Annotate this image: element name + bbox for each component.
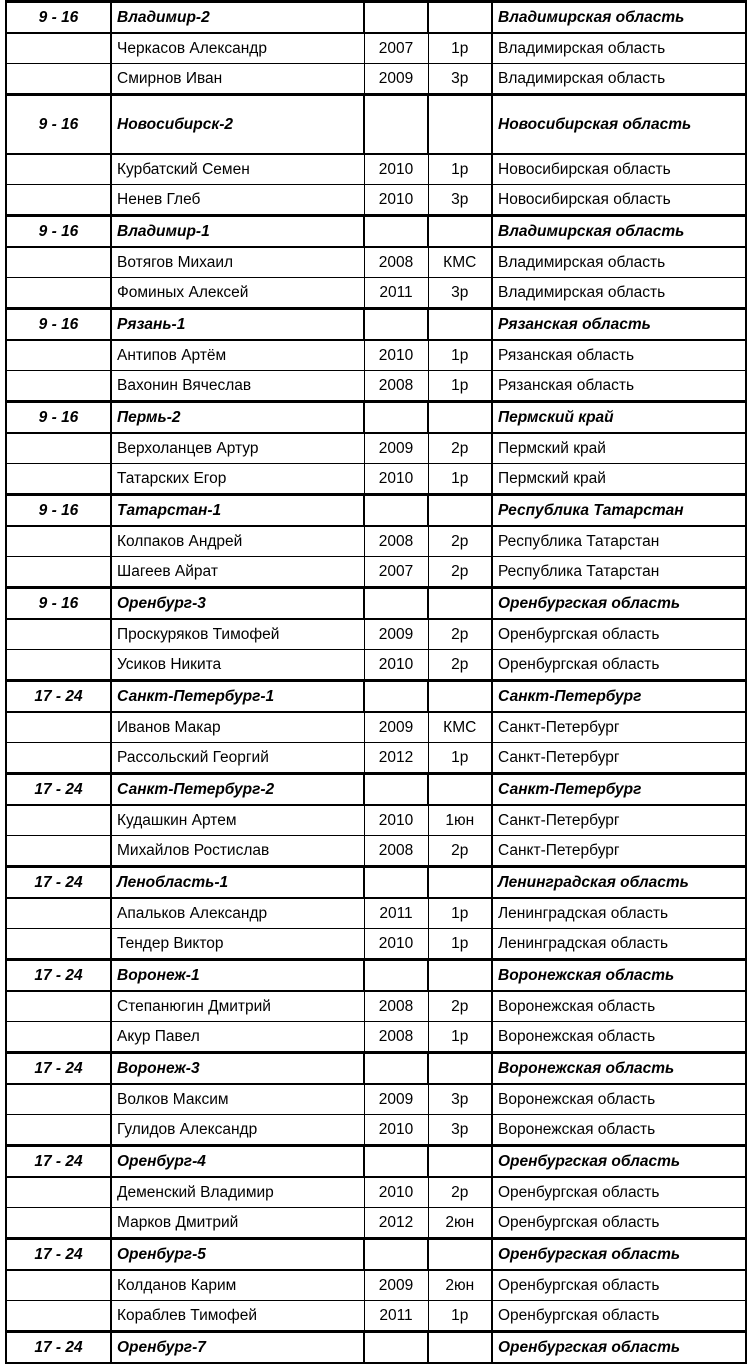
athlete-row (6, 898, 746, 929)
team-name-cell: Воронеж-3 (111, 1053, 364, 1085)
team-header-row (6, 495, 746, 527)
team-region-cell: Владимирская область (492, 216, 746, 248)
athlete-place-cell (6, 805, 111, 836)
athlete-rank-cell: 3р (428, 64, 492, 95)
athlete-name-cell: Черкасов Александр (111, 33, 364, 64)
team-name-cell: Татарстан-1 (111, 495, 364, 527)
athlete-name-cell: Деменский Владимир (111, 1177, 364, 1208)
athlete-place-cell (6, 1115, 111, 1146)
team-header-row (6, 681, 746, 713)
athlete-place-cell (6, 1301, 111, 1332)
athlete-row (6, 743, 746, 774)
team-year-cell (364, 1332, 428, 1364)
team-name-cell: Воронеж-1 (111, 960, 364, 992)
athlete-row (6, 1084, 746, 1115)
team-rank-cell (428, 681, 492, 713)
team-rank-cell (428, 774, 492, 806)
athlete-rank-cell: 2р (428, 1177, 492, 1208)
athlete-year-cell: 2010 (364, 464, 428, 495)
team-region-cell: Республика Татарстан (492, 495, 746, 527)
team-name-cell: Ленобласть-1 (111, 867, 364, 899)
athlete-year-cell: 2009 (364, 619, 428, 650)
team-name-cell: Владимир-1 (111, 216, 364, 248)
athlete-region-cell: Оренбургская область (492, 1301, 746, 1332)
athlete-place-cell (6, 64, 111, 95)
team-year-cell (364, 402, 428, 434)
athlete-region-cell: Республика Татарстан (492, 526, 746, 557)
team-region-cell: Воронежская область (492, 1053, 746, 1085)
athlete-year-cell: 2009 (364, 64, 428, 95)
athlete-region-cell: Рязанская область (492, 340, 746, 371)
athlete-name-cell: Курбатский Семен (111, 154, 364, 185)
athlete-row (6, 247, 746, 278)
athlete-name-cell: Усиков Никита (111, 650, 364, 681)
athlete-place-cell (6, 278, 111, 309)
athlete-year-cell: 2009 (364, 712, 428, 743)
athlete-place-cell (6, 1084, 111, 1115)
athlete-row (6, 526, 746, 557)
team-region-cell: Санкт-Петербург (492, 681, 746, 713)
team-region-cell: Пермский край (492, 402, 746, 434)
athlete-year-cell: 2007 (364, 557, 428, 588)
athlete-name-cell: Степанюгин Дмитрий (111, 991, 364, 1022)
athlete-name-cell: Кораблев Тимофей (111, 1301, 364, 1332)
team-region-cell: Оренбургская область (492, 1146, 746, 1178)
team-place-cell: 9 - 16 (6, 2, 111, 34)
team-header-row (6, 588, 746, 620)
athlete-row (6, 1022, 746, 1053)
athlete-rank-cell: КМС (428, 712, 492, 743)
athlete-region-cell: Оренбургская область (492, 1270, 746, 1301)
athlete-place-cell (6, 991, 111, 1022)
athlete-year-cell: 2009 (364, 1084, 428, 1115)
athlete-region-cell: Оренбургская область (492, 1208, 746, 1239)
athlete-row (6, 464, 746, 495)
athlete-place-cell (6, 33, 111, 64)
team-rank-cell (428, 1239, 492, 1271)
team-place-cell: 17 - 24 (6, 1239, 111, 1271)
team-rank-cell (428, 1146, 492, 1178)
team-name-cell: Оренбург-3 (111, 588, 364, 620)
team-header-row (6, 867, 746, 899)
team-rank-cell (428, 867, 492, 899)
team-name-cell: Оренбург-4 (111, 1146, 364, 1178)
team-rank-cell (428, 95, 492, 155)
athlete-rank-cell: 3р (428, 278, 492, 309)
team-year-cell (364, 495, 428, 527)
athlete-place-cell (6, 619, 111, 650)
athlete-place-cell (6, 1208, 111, 1239)
athlete-name-cell: Смирнов Иван (111, 64, 364, 95)
athlete-row (6, 712, 746, 743)
athlete-region-cell: Санкт-Петербург (492, 743, 746, 774)
athlete-year-cell: 2008 (364, 1022, 428, 1053)
team-region-cell: Санкт-Петербург (492, 774, 746, 806)
team-header-row (6, 960, 746, 992)
athlete-year-cell: 2007 (364, 33, 428, 64)
athlete-place-cell (6, 743, 111, 774)
athlete-name-cell: Волков Максим (111, 1084, 364, 1115)
athlete-place-cell (6, 712, 111, 743)
athlete-region-cell: Воронежская область (492, 1084, 746, 1115)
athlete-region-cell: Оренбургская область (492, 650, 746, 681)
athlete-row (6, 557, 746, 588)
athlete-row (6, 650, 746, 681)
team-rank-cell (428, 402, 492, 434)
athlete-row (6, 1270, 746, 1301)
athlete-region-cell: Санкт-Петербург (492, 712, 746, 743)
team-year-cell (364, 309, 428, 341)
athlete-rank-cell: 3р (428, 1084, 492, 1115)
athlete-rank-cell: 1р (428, 1022, 492, 1053)
team-place-cell: 9 - 16 (6, 216, 111, 248)
athlete-rank-cell: 3р (428, 185, 492, 216)
athlete-name-cell: Антипов Артём (111, 340, 364, 371)
athlete-row (6, 64, 746, 95)
team-region-cell: Воронежская область (492, 960, 746, 992)
team-results-table (5, 0, 747, 1364)
athlete-name-cell: Фоминых Алексей (111, 278, 364, 309)
athlete-year-cell: 2009 (364, 433, 428, 464)
athlete-place-cell (6, 247, 111, 278)
athlete-year-cell: 2010 (364, 1115, 428, 1146)
athlete-place-cell (6, 1177, 111, 1208)
team-rank-cell (428, 495, 492, 527)
team-year-cell (364, 774, 428, 806)
team-name-cell: Оренбург-5 (111, 1239, 364, 1271)
athlete-rank-cell: 1р (428, 743, 492, 774)
athlete-name-cell: Апальков Александр (111, 898, 364, 929)
team-year-cell (364, 681, 428, 713)
team-region-cell: Оренбургская область (492, 588, 746, 620)
team-header-row (6, 1146, 746, 1178)
athlete-place-cell (6, 929, 111, 960)
athlete-name-cell: Рассольский Георгий (111, 743, 364, 774)
athlete-place-cell (6, 650, 111, 681)
team-rank-cell (428, 309, 492, 341)
athlete-name-cell: Михайлов Ростислав (111, 836, 364, 867)
athlete-rank-cell: 1юн (428, 805, 492, 836)
athlete-year-cell: 2010 (364, 185, 428, 216)
athlete-row (6, 991, 746, 1022)
athlete-name-cell: Татарских Егор (111, 464, 364, 495)
team-header-row (6, 1332, 746, 1364)
team-place-cell: 17 - 24 (6, 867, 111, 899)
athlete-name-cell: Тендер Виктор (111, 929, 364, 960)
team-header-row (6, 402, 746, 434)
athlete-year-cell: 2011 (364, 898, 428, 929)
athlete-region-cell: Рязанская область (492, 371, 746, 402)
athlete-name-cell: Ненев Глеб (111, 185, 364, 216)
athlete-place-cell (6, 340, 111, 371)
athlete-region-cell: Оренбургская область (492, 619, 746, 650)
athlete-rank-cell: 1р (428, 929, 492, 960)
athlete-region-cell: Санкт-Петербург (492, 805, 746, 836)
athlete-name-cell: Марков Дмитрий (111, 1208, 364, 1239)
team-rank-cell (428, 588, 492, 620)
athlete-region-cell: Новосибирская область (492, 185, 746, 216)
athlete-rank-cell: 2юн (428, 1208, 492, 1239)
team-region-cell: Оренбургская область (492, 1332, 746, 1364)
athlete-year-cell: 2012 (364, 1208, 428, 1239)
athlete-region-cell: Санкт-Петербург (492, 836, 746, 867)
athlete-region-cell: Пермский край (492, 464, 746, 495)
athlete-row (6, 433, 746, 464)
team-rank-cell (428, 960, 492, 992)
athlete-row (6, 340, 746, 371)
team-place-cell: 17 - 24 (6, 960, 111, 992)
athlete-name-cell: Вотягов Михаил (111, 247, 364, 278)
athlete-year-cell: 2010 (364, 340, 428, 371)
athlete-region-cell: Владимирская область (492, 247, 746, 278)
athlete-name-cell: Кудашкин Артем (111, 805, 364, 836)
athlete-region-cell: Владимирская область (492, 64, 746, 95)
athlete-year-cell: 2008 (364, 247, 428, 278)
athlete-rank-cell: 2р (428, 557, 492, 588)
athlete-rank-cell: 1р (428, 464, 492, 495)
athlete-name-cell: Вахонин Вячеслав (111, 371, 364, 402)
athlete-year-cell: 2009 (364, 1270, 428, 1301)
athlete-name-cell: Колданов Карим (111, 1270, 364, 1301)
athlete-year-cell: 2008 (364, 991, 428, 1022)
athlete-name-cell: Шагеев Айрат (111, 557, 364, 588)
athlete-row (6, 929, 746, 960)
athlete-year-cell: 2012 (364, 743, 428, 774)
athlete-place-cell (6, 464, 111, 495)
team-place-cell: 17 - 24 (6, 774, 111, 806)
team-place-cell: 9 - 16 (6, 309, 111, 341)
athlete-region-cell: Воронежская область (492, 991, 746, 1022)
team-year-cell (364, 1053, 428, 1085)
team-rank-cell (428, 1332, 492, 1364)
athlete-year-cell: 2008 (364, 836, 428, 867)
athlete-region-cell: Ленинградская область (492, 929, 746, 960)
team-place-cell: 17 - 24 (6, 1146, 111, 1178)
athlete-row (6, 1301, 746, 1332)
athlete-place-cell (6, 433, 111, 464)
athlete-rank-cell: 2юн (428, 1270, 492, 1301)
athlete-rank-cell: 2р (428, 991, 492, 1022)
athlete-year-cell: 2010 (364, 929, 428, 960)
athlete-region-cell: Новосибирская область (492, 154, 746, 185)
athlete-place-cell (6, 836, 111, 867)
athlete-rank-cell: 1р (428, 33, 492, 64)
team-year-cell (364, 960, 428, 992)
team-year-cell (364, 95, 428, 155)
athlete-row (6, 278, 746, 309)
athlete-year-cell: 2010 (364, 650, 428, 681)
team-place-cell: 9 - 16 (6, 588, 111, 620)
team-header-row (6, 2, 746, 34)
team-year-cell (364, 1146, 428, 1178)
team-rank-cell (428, 1053, 492, 1085)
athlete-row (6, 836, 746, 867)
athlete-year-cell: 2011 (364, 1301, 428, 1332)
team-name-cell: Санкт-Петербург-1 (111, 681, 364, 713)
team-header-row (6, 216, 746, 248)
team-name-cell: Рязань-1 (111, 309, 364, 341)
athlete-region-cell: Пермский край (492, 433, 746, 464)
athlete-rank-cell: КМС (428, 247, 492, 278)
athlete-place-cell (6, 371, 111, 402)
athlete-place-cell (6, 1270, 111, 1301)
team-place-cell: 17 - 24 (6, 1053, 111, 1085)
team-name-cell: Оренбург-7 (111, 1332, 364, 1364)
athlete-rank-cell: 2р (428, 619, 492, 650)
team-rank-cell (428, 2, 492, 34)
team-year-cell (364, 2, 428, 34)
team-region-cell: Ленинградская область (492, 867, 746, 899)
team-year-cell (364, 216, 428, 248)
team-name-cell: Владимир-2 (111, 2, 364, 34)
athlete-place-cell (6, 154, 111, 185)
athlete-place-cell (6, 898, 111, 929)
athlete-name-cell: Проскуряков Тимофей (111, 619, 364, 650)
athlete-rank-cell: 3р (428, 1115, 492, 1146)
team-name-cell: Пермь-2 (111, 402, 364, 434)
athlete-name-cell: Колпаков Андрей (111, 526, 364, 557)
team-header-row (6, 95, 746, 155)
results-table-body (6, 2, 746, 1364)
team-place-cell: 9 - 16 (6, 95, 111, 155)
team-region-cell: Владимирская область (492, 2, 746, 34)
team-name-cell: Санкт-Петербург-2 (111, 774, 364, 806)
athlete-year-cell: 2008 (364, 371, 428, 402)
team-header-row (6, 774, 746, 806)
athlete-row (6, 1115, 746, 1146)
athlete-rank-cell: 2р (428, 836, 492, 867)
team-year-cell (364, 867, 428, 899)
athlete-rank-cell: 2р (428, 433, 492, 464)
team-region-cell: Рязанская область (492, 309, 746, 341)
athlete-region-cell: Республика Татарстан (492, 557, 746, 588)
athlete-rank-cell: 1р (428, 1301, 492, 1332)
athlete-name-cell: Иванов Макар (111, 712, 364, 743)
athlete-place-cell (6, 526, 111, 557)
athlete-row (6, 33, 746, 64)
athlete-row (6, 1208, 746, 1239)
athlete-row (6, 154, 746, 185)
athlete-region-cell: Ленинградская область (492, 898, 746, 929)
team-header-row (6, 1053, 746, 1085)
athlete-year-cell: 2010 (364, 1177, 428, 1208)
team-rank-cell (428, 216, 492, 248)
team-year-cell (364, 1239, 428, 1271)
athlete-year-cell: 2010 (364, 154, 428, 185)
athlete-region-cell: Воронежская область (492, 1022, 746, 1053)
athlete-place-cell (6, 1022, 111, 1053)
athlete-row (6, 371, 746, 402)
athlete-rank-cell: 1р (428, 898, 492, 929)
athlete-row (6, 185, 746, 216)
athlete-rank-cell: 1р (428, 340, 492, 371)
team-name-cell: Новосибирск-2 (111, 95, 364, 155)
team-header-row (6, 309, 746, 341)
athlete-rank-cell: 1р (428, 371, 492, 402)
athlete-place-cell (6, 557, 111, 588)
athlete-rank-cell: 1р (428, 154, 492, 185)
team-header-row (6, 1239, 746, 1271)
team-place-cell: 17 - 24 (6, 1332, 111, 1364)
athlete-region-cell: Воронежская область (492, 1115, 746, 1146)
team-place-cell: 17 - 24 (6, 681, 111, 713)
team-region-cell: Новосибирская область (492, 95, 746, 155)
athlete-rank-cell: 2р (428, 650, 492, 681)
athlete-region-cell: Владимирская область (492, 33, 746, 64)
athlete-year-cell: 2008 (364, 526, 428, 557)
team-region-cell: Оренбургская область (492, 1239, 746, 1271)
athlete-row (6, 805, 746, 836)
athlete-name-cell: Верхоланцев Артур (111, 433, 364, 464)
athlete-name-cell: Гулидов Александр (111, 1115, 364, 1146)
athlete-row (6, 1177, 746, 1208)
athlete-year-cell: 2011 (364, 278, 428, 309)
team-place-cell: 9 - 16 (6, 402, 111, 434)
athlete-region-cell: Оренбургская область (492, 1177, 746, 1208)
athlete-place-cell (6, 185, 111, 216)
athlete-region-cell: Владимирская область (492, 278, 746, 309)
team-year-cell (364, 588, 428, 620)
athlete-row (6, 619, 746, 650)
athlete-name-cell: Акур Павел (111, 1022, 364, 1053)
athlete-year-cell: 2010 (364, 805, 428, 836)
team-place-cell: 9 - 16 (6, 495, 111, 527)
athlete-rank-cell: 2р (428, 526, 492, 557)
